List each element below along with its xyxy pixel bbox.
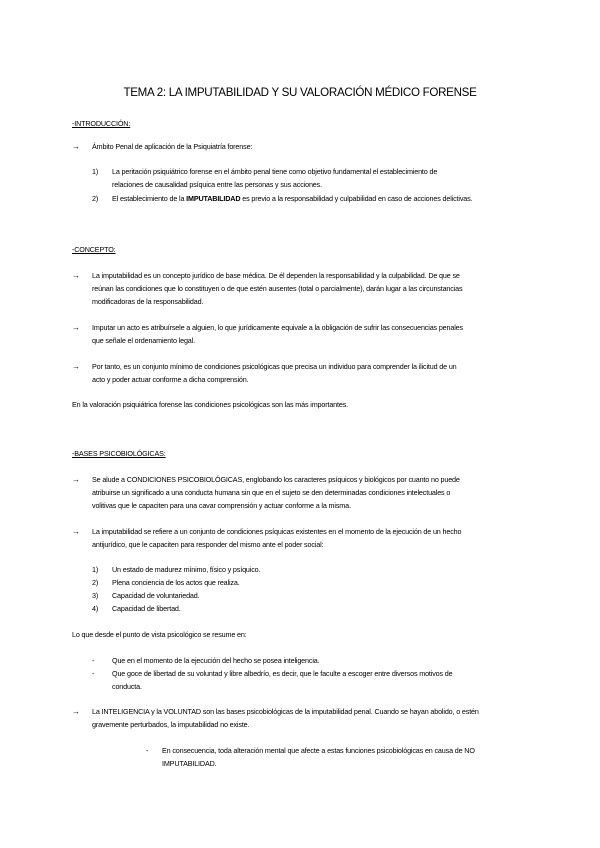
list-number: 1) [92,565,99,574]
intro-item-ambito: Ámbito Penal de aplicación de la Psiquiatría forense: [92,142,253,151]
paragraph-line: La imputabilidad se refiere a un conjunto de condiciones psíquicas existentes en el momento de la ejecución de un hecho [92,527,462,536]
list-item-text: Un estado de madurez mínimo, físico y psíquico. [112,565,261,574]
arrow-icon: → [72,271,80,280]
text-run: Se alude a [92,475,127,484]
dash-item-text: Que goce de libertad de su voluntad y libre albedrío, es decir, que le faculte a escoger entre diversos motivos de [112,669,453,678]
paragraph-line: Imputar un acto es atribuírsele a alguien, lo que jurídicamente equivale a la obligación de sufrir las consecuencias penales [92,323,463,332]
emphasis-term: CONDICIONES PSICOBIOLÓGICAS [126,475,243,484]
text-run: es previo a la responsabilidad y culpabilidad en caso de acciones delictivas. [240,194,473,203]
dash-bullet: - [146,746,149,755]
paragraph-line: reúnan las condiciones que lo constituyen o de que estén ausentes (total o parcialmente), darán lugar a las circunstancias [92,284,463,293]
paragraph-line: antijurídico, que le capaciten para responder del mismo ante el poder social: [92,540,324,549]
list-item-text: La peritación psiquiátrico forense en el ámbito penal tiene como objetivo fundamental el establecimiento de [112,167,438,176]
summary-line: Lo que desde el punto de vista psicológico se resume en: [72,630,247,639]
dash-bullet: - [92,669,95,678]
list-item-text: Plena conciencia de los actos que realiza. [112,578,240,587]
section-heading-bases: -BASES PSICOBIOLÓGICAS: [72,449,166,458]
list-number: 2) [92,578,99,587]
list-item-text: relaciones de causalidad psíquica entre las personas y sus acciones. [112,180,322,189]
paragraph-line: gravemente perturbados, la imputabilidad no existe. [92,720,250,729]
arrow-icon: → [72,527,80,536]
bold-term: IMPUTABILIDAD [186,194,241,203]
text-run: son las bases psicobiológicas de la imputabilidad penal. Cuando se hayan abolido, o estén [200,707,479,716]
list-number: 4) [92,604,99,613]
paragraph-line: Por tanto, es un conjunto mínimo de condiciones psicológicas que precisa un individuo para comprender la ilicitud de un [92,362,457,371]
arrow-icon: → [72,362,80,371]
paragraph-line: La imputabilidad es un concepto jurídico de base médica. De él dependen la responsabilidad y la culpabilidad. De que se [92,271,460,280]
final-conclusion-line: En consecuencia, toda alteración mental que afecte a estas funciones psicobiológicas en causa de NO [162,746,475,755]
document-title: TEMA 2: LA IMPUTABILIDAD Y SU VALORACIÓN MÉDICO FORENSE [123,86,477,99]
paragraph-line [92,474,460,487]
dash-item-text: Que en el momento de la ejecución del hecho se posea inteligencia. [112,656,320,665]
paragraph-line: que señale el ordenamiento legal. [92,336,195,345]
text-run: El establecimiento de la [112,194,187,203]
final-conclusion-line: IMPUTABILIDAD. [162,759,217,768]
paragraph-line: modificadoras de la responsabilidad. [92,297,204,306]
section-heading-introduccion: -INTRODUCCIÓN: [72,119,131,128]
list-number: 2) [92,194,99,203]
arrow-icon: → [72,475,80,484]
text-run: , englobando los caracteres psíquicos y biológicos por cuanto no puede [242,475,460,484]
arrow-icon: → [72,707,80,716]
paragraph-line: volitivas que le capaciten para una cavar comprensión y actuar conforme a la misma. [92,501,351,510]
list-item-text [112,193,472,206]
list-item-text: Capacidad de libertad. [112,604,181,613]
list-item-text: Capacidad de voluntariedad. [112,591,200,600]
list-number: 3) [92,591,99,600]
dash-item-text: conducta. [112,682,142,691]
paragraph-line: acto y poder actuar conforme a dicha comprensión. [92,375,249,384]
section-heading-concepto: -CONCEPTO: [72,245,116,254]
arrow-icon: → [72,142,80,151]
arrow-icon: → [72,323,80,332]
concepto-note: En la valoración psiquiátrica forense las condiciones psicológicas son las más importantes. [72,400,348,409]
dash-bullet: - [92,656,95,665]
paragraph-line: atribuirse un significado a una conducta humana sin que en el sujeto se den determinadas condiciones intelectuales o [92,488,451,497]
emphasis-term: La INTELIGENCIA y la VOLUNTAD [92,707,201,716]
list-number: 1) [92,167,99,176]
paragraph-line [92,706,479,719]
